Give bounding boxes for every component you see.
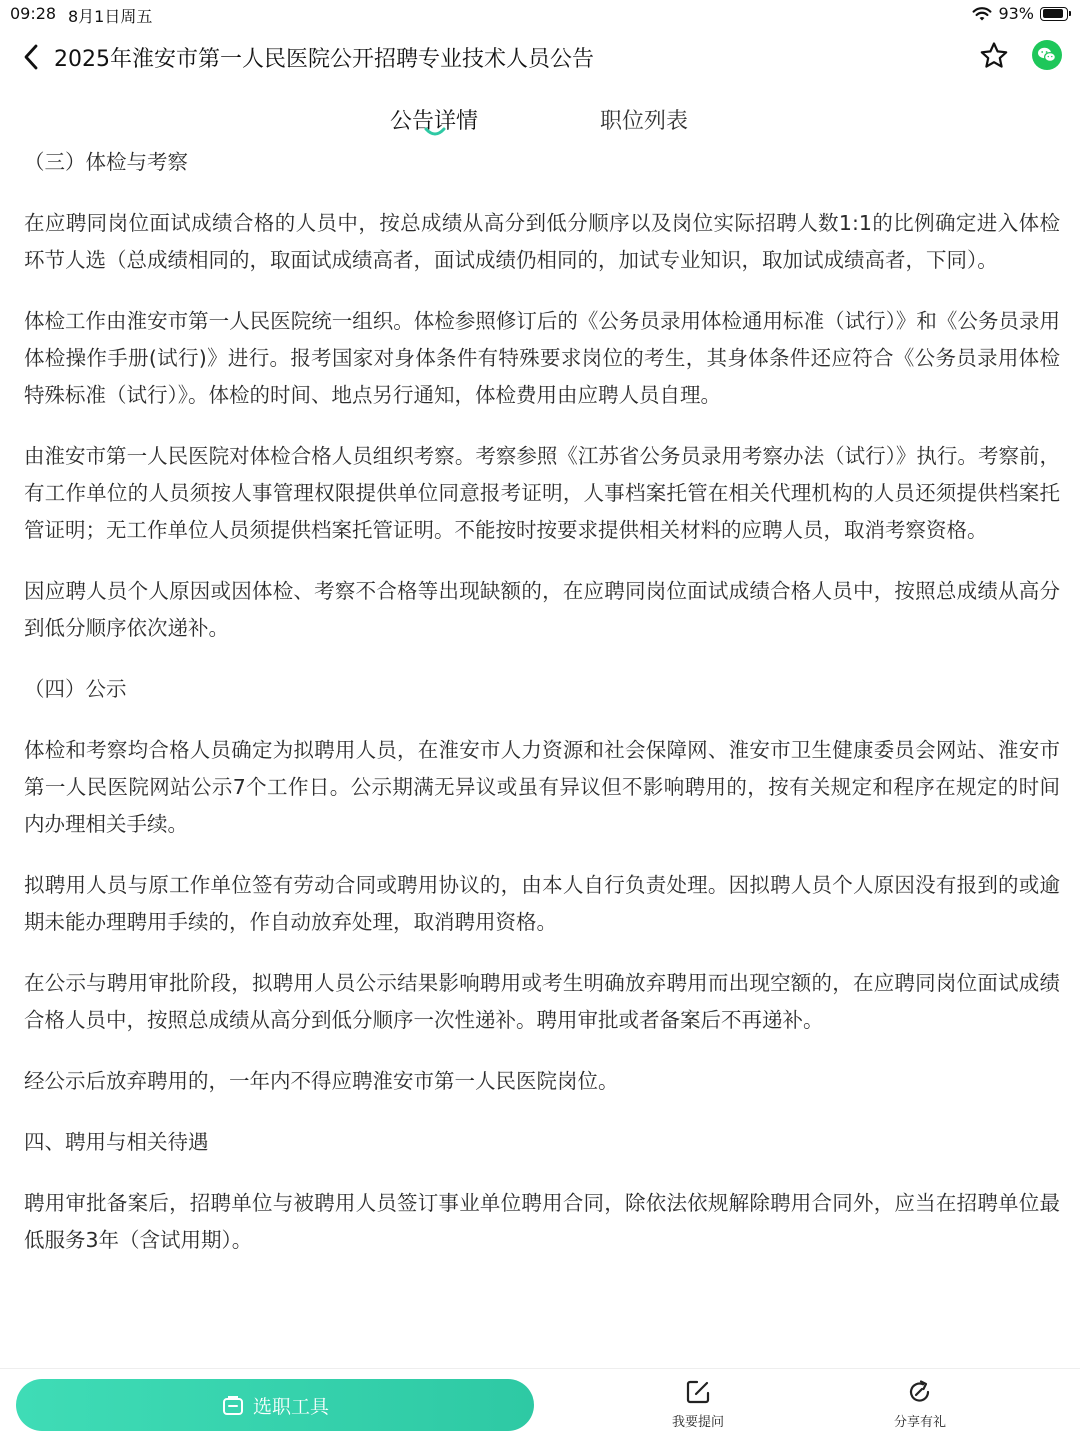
battery-fill [1043,9,1063,18]
battery-icon [1040,7,1068,21]
tab-announcement-details[interactable]: 公告详情 [390,109,479,134]
wifi-icon [972,6,992,22]
status-right [972,4,1068,23]
select-tool-button[interactable] [16,1379,534,1431]
tab-active-indicator [424,126,446,138]
paragraph: 因应聘人员个人原因或因体检、考察不合格等出现缺额的，在应聘同岗位面试成绩合格人员中，按照总成绩从高分到低分顺序依次递补。 [24,579,1060,640]
announcement-content [24,144,1060,1374]
chevron-left-icon [18,40,48,74]
ask-question-button[interactable] [638,1377,758,1437]
status-bar [0,0,1080,28]
paragraph: 体检工作由淮安市第一人民医院统一组织。体检参照修订后的《公务员录用体检通用标准（试行）》和《公务员录用体检操作手册(试行)》进行。报考国家对身体条件有特殊要求岗位的考生，其身体条件还应符合《公务员录用体检特殊标准（试行）》。体检的时间、地点另行通知，体检费用由应聘人员自理。 [24,309,1060,407]
paragraph: 拟聘用人员与原工作单位签有劳动合同或聘用协议的，由本人自行负责处理。因拟聘人员个人原因没有报到的或逾期未能办理聘用手续的，作自动放弃处理，取消聘用资格。 [24,873,1060,934]
section-heading: （四）公示 [24,677,127,701]
share-gift-button[interactable] [860,1377,980,1437]
bottom-bar [0,1368,1080,1440]
tab-position-list[interactable]: 职位列表 [600,109,689,134]
paragraph: 经公示后放弃聘用的，一年内不得应聘淮安市第一人民医院岗位。 [24,1069,619,1093]
edit-icon [683,1377,713,1407]
share-icon [905,1377,935,1407]
star-icon [978,40,1010,72]
paragraph: 由淮安市第一人民医院对体检合格人员组织考察。考察参照《江苏省公务员录用考察办法（试行）》执行。考察前，有工作单位的人员须按人事管理权限提供单位同意报考证明，人事档案托管在相关代理机构的人员还须提供档案托管证明；无工作单位人员须提供档案托管证明。不能按时按要求提供相关材料的应聘人员，取消考察资格。 [24,444,1060,542]
wechat-icon [1032,40,1062,70]
paragraph: 在应聘同岗位面试成绩合格的人员中，按总成绩从高分到低分顺序以及岗位实际招聘人数1:1的比例确定进入体检环节人选（总成绩相同的，取面试成绩高者，面试成绩仍相同的，加试专业知识，取加试成绩高者，下同）。 [24,211,1060,272]
nav-bar [0,28,1080,86]
ask-question-label: 我要提问 [671,1415,724,1430]
battery-percent: 93% [998,4,1034,23]
section-heading: （三）体检与考察 [24,150,188,174]
back-button[interactable] [18,40,48,74]
share-gift-label: 分享有礼 [893,1415,946,1430]
page-title: 2025年淮安市第一人民医院公开招聘专业技术人员公告 [54,47,594,72]
favorite-button[interactable] [978,40,1010,72]
select-tool-label: 选职工具 [252,1395,329,1418]
status-time: 09:28 [10,4,57,23]
paragraph: 在公示与聘用审批阶段，拟聘用人员公示结果影响聘用或考生明确放弃聘用而出现空额的，在应聘同岗位面试成绩合格人员中，按照总成绩从高分到低分顺序一次性递补。聘用审批或者备案后不再递补。 [24,971,1060,1032]
paragraph: 体检和考察均合格人员确定为拟聘用人员，在淮安市人力资源和社会保障网、淮安市卫生健康委员会网站、淮安市第一人民医院网站公示7个工作日。公示期满无异议或虽有异议但不影响聘用的，按有关规定和程序在规定的时间内办理相关手续。 [24,738,1060,836]
section-heading: 四、聘用与相关待遇 [24,1130,209,1154]
paragraph: 聘用审批备案后，招聘单位与被聘用人员签订事业单位聘用合同，除依法依规解除聘用合同外，应当在招聘单位最低服务3年（含试用期）。 [24,1191,1060,1252]
tab-bar [0,96,1080,146]
wechat-share-button[interactable] [1032,40,1062,70]
briefcase-icon [221,1393,245,1417]
status-date: 8月1日周五 [68,7,153,26]
